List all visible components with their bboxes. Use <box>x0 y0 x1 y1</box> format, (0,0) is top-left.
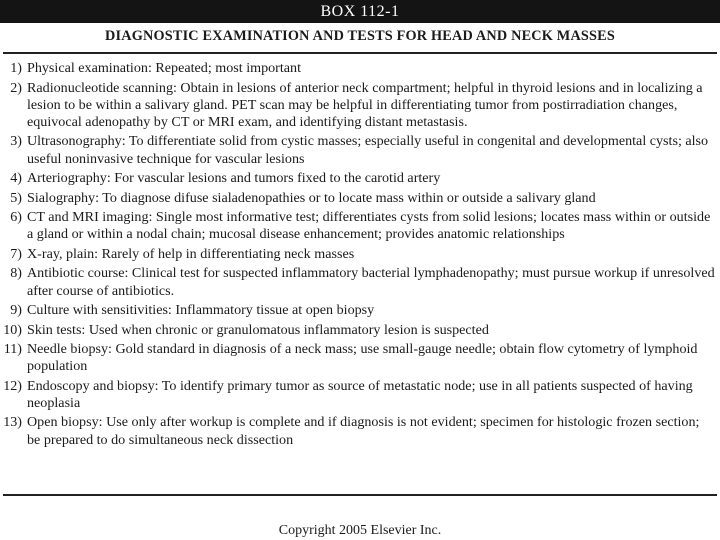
list-item <box>0 60 720 77</box>
item-number: 12) <box>3 377 22 394</box>
item-number: 11) <box>3 341 22 358</box>
item-text: Antibiotic course: Clinical test for suspected inflammatory bacterial lymphadenopathy; must pursue workup if unresolved after course of antibiotics. <box>27 265 715 299</box>
list-item <box>0 378 720 412</box>
item-number: 8) <box>10 265 22 282</box>
item-text: Physical examination: Repeated; most important <box>27 60 301 76</box>
item-number: 2) <box>10 79 22 96</box>
list-item <box>0 133 720 167</box>
list-item <box>0 265 720 299</box>
list-item <box>0 341 720 375</box>
box-label-header <box>0 0 720 23</box>
item-text: Culture with sensitivities: Inflammatory tissue at open biopsy <box>27 302 375 319</box>
item-text: Skin tests: Used when chronic or granulomatous inflammatory lesion is suspected <box>27 321 489 338</box>
box-title: DIAGNOSTIC EXAMINATION AND TESTS FOR HEAD AND NECK MASSES <box>105 28 615 44</box>
item-number: 5) <box>10 189 22 206</box>
list-item <box>0 322 720 339</box>
item-text: Endoscopy and biopsy: To identify primary tumor as source of metastatic node; use in all patients suspected of having neoplasia <box>27 377 693 411</box>
item-number: 10) <box>3 321 22 338</box>
item-text: Needle biopsy: Gold standard in diagnosis of a neck mass; use small-gauge needle; obtain flow cytometry of lymphoid population <box>27 341 698 375</box>
item-text: X-ray, plain: Rarely of help in differentiating neck masses <box>27 245 355 262</box>
item-text: Ultrasonography: To differentiate solid from cystic masses; especially useful in congenital and developmental cysts; also useful noninvasive technique for vascular lesions <box>27 133 709 167</box>
list-item <box>0 302 720 319</box>
item-number: 1) <box>10 60 22 76</box>
item-number: 4) <box>10 170 22 187</box>
box-label: BOX 112-1 <box>320 3 400 20</box>
item-number: 7) <box>10 245 22 262</box>
item-number: 13) <box>3 414 22 431</box>
list-item <box>0 80 720 132</box>
bottom-divider <box>3 494 717 496</box>
list-item <box>0 209 720 243</box>
item-text: CT and MRI imaging: Single most informative test; differentiates cysts from solid lesions; locates mass within or outside a gland or within a nodal chain; mucosal disease enhancement; provides anatomic relationships <box>27 209 711 243</box>
item-number: 3) <box>10 133 22 150</box>
item-text: Radionucleotide scanning: Obtain in lesions of anterior neck compartment; helpful in thyroid lesions and in localizing a lesion to be within a salivary gland. PET scan may be helpful in differentiating tumor from postirradiation changes, equivocal adenopathy by CT or MRI exam, and identifying distant metastasis. <box>27 79 703 130</box>
list-item <box>0 414 720 448</box>
item-number: 6) <box>10 209 22 226</box>
item-number: 9) <box>10 302 22 319</box>
list-item <box>0 190 720 207</box>
title-divider <box>3 52 717 54</box>
copyright-notice: Copyright 2005 Elsevier Inc. <box>278 523 442 538</box>
diagnostic-list <box>0 60 720 451</box>
item-text: Open biopsy: Use only after workup is complete and if diagnosis is not evident; specimen for histologic frozen section; be prepared to do simultaneous neck dissection <box>27 414 700 448</box>
list-item <box>0 246 720 263</box>
item-text: Arteriography: For vascular lesions and tumors fixed to the carotid artery <box>27 170 441 187</box>
item-text: Sialography: To diagnose difuse sialadenopathies or to locate mass within or outside a salivary gland <box>27 189 596 206</box>
list-item <box>0 170 720 187</box>
